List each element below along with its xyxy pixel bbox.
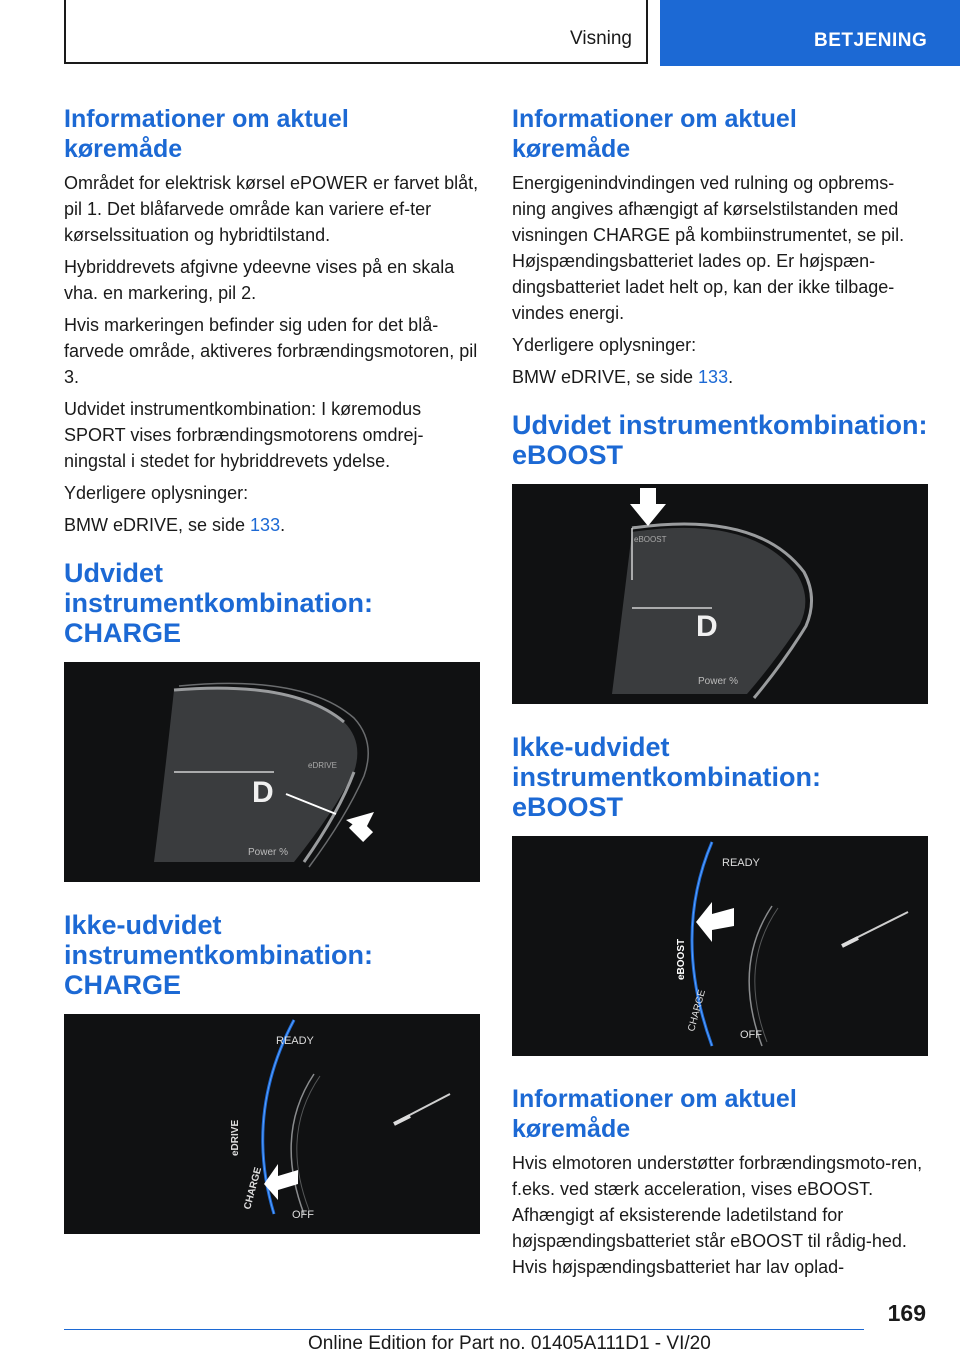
chapter-tab[interactable]	[660, 0, 960, 66]
paragraph: Yderligere oplysninger:	[512, 335, 697, 355]
cross-reference: BMW eDRIVE, se side 133.	[64, 515, 286, 535]
gear-label: D	[696, 610, 718, 643]
paragraph: Hybriddrevets afgivne ydeevne vises på en skala vha. en markering, pil 2.	[64, 257, 455, 303]
arrow-icon	[630, 488, 666, 526]
edition-note: Online Edition for Part no. 01405A111D1 - VI/20	[308, 1333, 711, 1354]
instrument-cluster-charge-extended	[64, 662, 480, 882]
paragraph: Området for elektrisk kørsel ePOWER er farvet blåt, pil 1. Det blåfarvede område kan variere ef‐ter kørselssituation og hybridtilstand.	[64, 173, 479, 245]
ready-label: READY	[722, 857, 760, 869]
arrow-icon	[696, 902, 734, 942]
section-heading: Ikke-udvidet instrumentkombination: CHARGE	[64, 910, 373, 1000]
edrive-label: eDRIVE	[230, 1119, 241, 1156]
reference-text: BMW eDRIVE, se side	[512, 367, 699, 387]
header-tab-frame	[64, 0, 648, 64]
gear-label: D	[252, 776, 274, 809]
off-label: OFF	[740, 1029, 762, 1041]
ready-label: READY	[276, 1035, 314, 1047]
power-label: Power %	[698, 676, 739, 687]
chapter-title: BETJENING	[814, 30, 928, 51]
off-label: OFF	[292, 1209, 314, 1221]
charge-label: CHARGE	[686, 988, 708, 1033]
page-link[interactable]: 133	[698, 367, 729, 387]
mode-label: eBOOST	[634, 535, 667, 544]
instrument-cluster-eboost-basic	[512, 836, 928, 1056]
section-heading: Informationer om aktuel køremåde	[512, 1085, 797, 1143]
section-heading: Udvidet instrumentkombination: eBOOST	[512, 410, 928, 470]
section-heading: Informationer om aktuel køremåde	[512, 105, 797, 163]
eboost-label: eBOOST	[676, 938, 687, 980]
charge-label: CHARGE	[242, 1166, 265, 1211]
paragraph: Hvis markeringen befinder sig uden for det blå‐farvede område, aktiveres forbrændingsmotoren, pil 3.	[64, 315, 478, 387]
left-column	[64, 104, 480, 1234]
page-number: 169	[887, 1300, 926, 1326]
section-heading: Informationer om aktuel køremåde	[64, 105, 349, 163]
instrument-cluster-charge-basic	[64, 1014, 480, 1234]
section-heading: Ikke-udvidet instrumentkombination: eBOOST	[512, 732, 821, 822]
cross-reference: BMW eDRIVE, se side 133.	[512, 367, 734, 387]
section-heading: Udvidet instrumentkombination: CHARGE	[64, 558, 373, 648]
paragraph: Yderligere oplysninger:	[64, 483, 249, 503]
page-link[interactable]: 133	[250, 515, 281, 535]
right-column	[512, 104, 928, 1280]
paragraph: Hvis elmotoren understøtter forbrændingsmoto‐ren, f.eks. ved stærk acceleration, vises eBOOST. Afhængigt af eksisterende ladetilstand for højspændingsbatteriet står eBOOST til rådig‐hed. Hvis højspændingsbatteriet har lav oplad‐	[512, 1153, 923, 1277]
reference-text: BMW eDRIVE, se side	[64, 515, 251, 535]
power-label: Power %	[248, 847, 289, 858]
paragraph: Energigenindvindingen ved rulning og opbrems‐ning angives afhængigt af kørselstilstanden med visningen CHARGE på kombiinstrumentet, se pil. Højspændingsbatteriet lades op. Er højspæn‐dingsbatteriet ladet helt op, kan der ikke tilbage‐vindes energi.	[512, 173, 905, 323]
instrument-cluster-eboost-extended	[512, 484, 928, 704]
paragraph: Udvidet instrumentkombination: I køremodus SPORT vises forbrændingsmotorens omdrej‐ningstal i stedet for hybriddrevets ydelse.	[64, 399, 424, 471]
mode-label: eDRIVE	[308, 761, 337, 770]
footer-divider	[64, 1329, 864, 1330]
section-title: Visning	[570, 28, 632, 49]
